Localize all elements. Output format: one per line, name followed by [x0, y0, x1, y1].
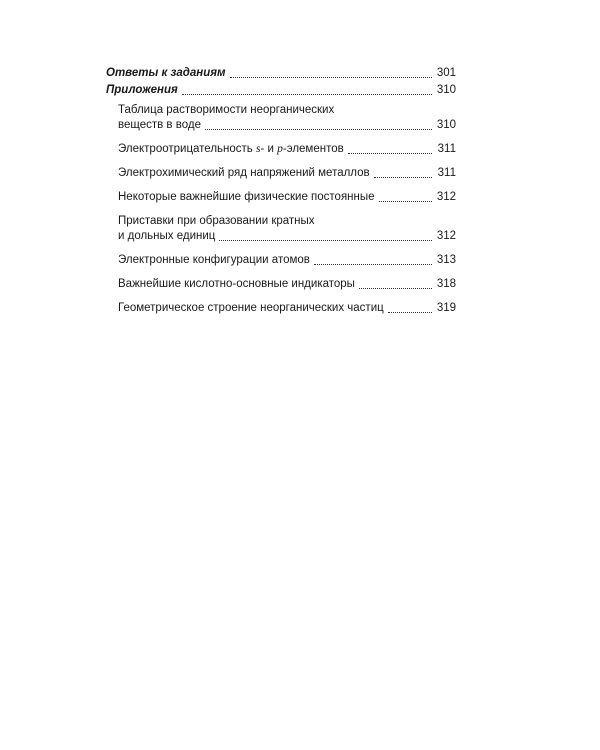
p-symbol: p	[277, 143, 283, 155]
toc-entry-title: Ответы к заданиям	[106, 67, 226, 79]
toc-page-number: 310	[436, 119, 456, 131]
toc-entry-title-line2: веществ в воде	[118, 119, 201, 131]
dot-leader	[359, 288, 432, 289]
toc-page-number: 301	[436, 67, 456, 79]
toc-entry-electrochemical-series[interactable]	[106, 166, 456, 181]
toc-page-number: 311	[437, 143, 456, 155]
toc-entry-title: Некоторые важнейшие физические постоянные	[118, 191, 375, 203]
toc-entry-electronegativity[interactable]	[106, 142, 456, 157]
toc-entry-title: Электроотрицательность s- и p-элементов	[118, 143, 344, 155]
dot-leader	[314, 264, 432, 265]
toc-page-number: 312	[436, 230, 456, 242]
toc-page-number: 319	[436, 302, 456, 314]
toc-page-number: 311	[437, 167, 456, 179]
toc-entry-title: Приложения	[106, 84, 178, 96]
toc-entry-appendices[interactable]	[106, 83, 456, 98]
toc-page-number: 318	[436, 278, 456, 290]
toc-entry-title: Важнейшие кислотно-основные индикаторы	[118, 278, 355, 290]
toc-entry-title-line1: Приставки при образовании кратных	[118, 215, 315, 227]
dot-leader	[219, 240, 432, 241]
dot-leader	[379, 201, 432, 202]
s-symbol: s	[255, 143, 261, 155]
toc-entry-title-line1: Таблица растворимости неорганических	[118, 104, 335, 116]
toc-entry-unit-prefixes[interactable]	[106, 214, 456, 244]
toc-entry-title-line2: и дольных единиц	[118, 230, 216, 242]
toc-entry-title: Электронные конфигурации атомов	[118, 254, 310, 266]
toc-page-number: 312	[436, 191, 456, 203]
toc-entry-indicators[interactable]	[106, 277, 456, 292]
dot-leader	[348, 153, 432, 154]
toc-entry-title: Геометрическое строение неорганических частиц	[118, 302, 384, 314]
dot-leader	[374, 177, 432, 178]
dot-leader	[230, 77, 432, 78]
toc-entry-particle-geometry[interactable]	[106, 301, 456, 316]
toc-entry-answers[interactable]	[106, 66, 456, 81]
toc-entry-solubility-table[interactable]	[106, 103, 456, 133]
toc-page-number: 310	[436, 84, 456, 96]
dot-leader	[205, 129, 432, 130]
toc-entry-physical-constants[interactable]	[106, 190, 456, 205]
toc-page-number: 313	[436, 254, 456, 266]
table-of-contents	[106, 66, 456, 325]
toc-entry-electron-configurations[interactable]	[106, 253, 456, 268]
dot-leader	[388, 312, 432, 313]
dot-leader	[182, 94, 432, 95]
toc-entry-title: Электрохимический ряд напряжений металлов	[118, 167, 370, 179]
